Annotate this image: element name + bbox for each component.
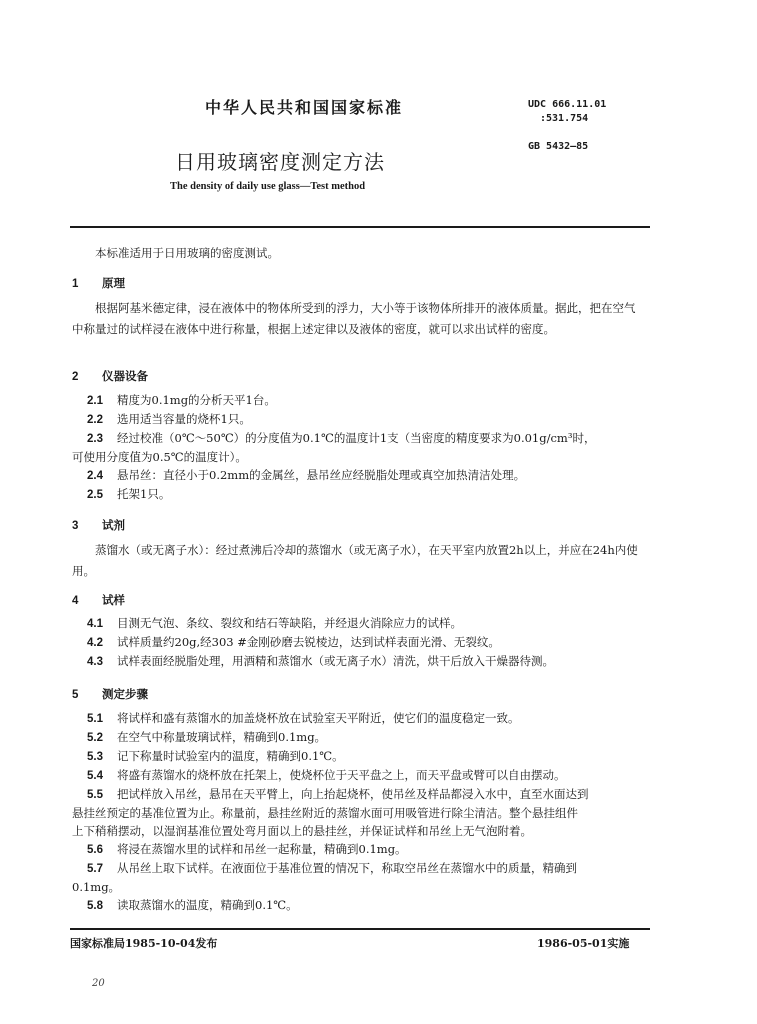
item-text: 从吊丝上取下试样。在液面位于基准位置的情况下，称取空吊丝在蒸馏水中的质量，精确到 — [117, 861, 577, 875]
section-title: 测定步骤 — [102, 687, 148, 701]
item-number: 5.1 — [87, 713, 103, 725]
item-number: 5.5 — [87, 789, 103, 801]
item-number: 2.3 — [87, 433, 103, 445]
item-number: 4.2 — [87, 637, 103, 649]
item-number: 4.3 — [87, 656, 103, 668]
list-item-continuation — [72, 448, 595, 466]
item-text: 上下稍稍摆动，以湿润基准位置处弯月面以上的悬挂丝，并保证试样和吊丝上无气泡附着。 — [72, 824, 532, 838]
item-text: 将试样和盛有蒸馏水的加盖烧杯放在试验室天平附近，使它们的温度稳定一致。 — [117, 711, 520, 725]
issuing-organization: 中华人民共和国国家标准 — [205, 98, 404, 117]
scope-statement: 本标准适用于日用玻璃的密度测试。 — [95, 246, 279, 260]
section-heading-1 — [72, 275, 125, 291]
item-number: 5.4 — [87, 770, 103, 782]
list-item-continuation — [72, 878, 589, 896]
header-divider — [70, 226, 650, 228]
section-number: 4 — [72, 595, 79, 607]
list-item-continuation — [72, 822, 589, 840]
item-text: 经过校准（0℃～50℃）的分度值为0.1℃的温度计1支（当密度的精度要求为0.01g/cm³时， — [117, 431, 596, 445]
item-number: 2.4 — [87, 470, 103, 482]
section-number: 1 — [72, 278, 79, 290]
item-text: 精度为0.1mg的分析天平1台。 — [117, 393, 276, 407]
section-title: 原理 — [102, 276, 125, 290]
section-heading-4 — [72, 592, 125, 608]
section-1-text: 根据阿基米德定律，浸在液体中的物体所受到的浮力，大小等于该物体所排开的液体质量。据此，把在空气中称量过的试样浸在液体中进行称量，根据上述定律以及液体的密度，就可以求出试样的密度。 — [72, 301, 636, 336]
item-text: 选用适当容量的烧杯1只。 — [117, 412, 251, 426]
item-text: 目测无气泡、条纹、裂纹和结石等缺陷，并经退火消除应力的试样。 — [117, 616, 462, 630]
section-number: 5 — [72, 689, 79, 701]
list-item — [72, 652, 554, 671]
section-title: 试剂 — [102, 518, 125, 532]
item-number: 2.1 — [87, 395, 103, 407]
section-heading-3 — [72, 517, 125, 533]
udc-code-line2: :531.754 — [540, 113, 589, 124]
publication-date: 国家标准局1985-10-04发布 — [70, 937, 218, 950]
list-item — [72, 466, 595, 485]
item-text: 0.1mg。 — [72, 880, 121, 894]
section-number: 2 — [72, 371, 79, 383]
list-item — [72, 709, 589, 728]
section-2-items — [72, 391, 595, 504]
item-text: 试样表面经脱脂处理，用酒精和蒸馏水（或无离子水）清洗，烘干后放入干燥器待测。 — [117, 654, 554, 668]
udc-code-line1: UDC 666.11.01 — [528, 99, 607, 110]
item-text: 悬吊丝：直径小于0.2mm的金属丝，悬吊丝应经脱脂处理或真空加热清洁处理。 — [117, 468, 526, 482]
list-item — [72, 410, 595, 429]
list-item — [72, 728, 589, 747]
section-title: 试样 — [102, 593, 125, 607]
list-item — [72, 785, 589, 804]
item-text: 可使用分度值为0.5℃的温度计）。 — [72, 450, 247, 464]
item-number: 4.1 — [87, 618, 103, 630]
list-item — [72, 429, 595, 448]
implementation-date: 1986-05-01实施 — [537, 937, 630, 950]
standard-number: GB 5432—85 — [528, 141, 589, 152]
item-text: 记下称量时试验室内的温度，精确到0.1℃。 — [117, 749, 344, 763]
item-number: 2.2 — [87, 414, 103, 426]
item-number: 2.5 — [87, 489, 103, 501]
list-item — [72, 485, 595, 504]
list-item — [72, 747, 589, 766]
list-item-continuation — [72, 804, 589, 822]
list-item — [72, 896, 589, 915]
section-3-text: 蒸馏水（或无离子水）：经过煮沸后冷却的蒸馏水（或无离子水），在天平室内放置2h以上，并应在24h内使用。 — [72, 543, 638, 578]
item-text: 悬挂丝预定的基准位置为止。称量前，悬挂丝附近的蒸馏水面可用吸管进行除尘清洁。整个悬挂组件 — [72, 806, 578, 820]
list-item — [72, 766, 589, 785]
list-item — [72, 633, 554, 652]
section-number: 3 — [72, 520, 79, 532]
item-text: 在空气中称量玻璃试样，精确到0.1mg。 — [117, 730, 327, 744]
list-item — [72, 840, 589, 859]
page-number: 20 — [92, 978, 105, 989]
item-text: 读取蒸馏水的温度，精确到0.1℃。 — [117, 898, 298, 912]
document-subtitle-en: The density of daily use glass—Test method — [170, 181, 366, 192]
item-text: 将盛有蒸馏水的烧杯放在托架上，使烧杯位于天平盘之上，而天平盘或臂可以自由摆动。 — [117, 768, 566, 782]
list-item — [72, 859, 589, 878]
section-heading-5 — [72, 686, 148, 702]
section-4-items — [72, 614, 554, 671]
item-number: 5.7 — [87, 863, 103, 875]
item-text: 把试样放入吊丝，悬吊在天平臂上，向上抬起烧杯，使吊丝及样品都浸入水中，直至水面达到 — [117, 787, 589, 801]
footer-divider — [70, 928, 650, 930]
item-number: 5.3 — [87, 751, 103, 763]
item-text: 试样质量约20g,经303 #金刚砂磨去锐棱边，达到试样表面光滑、无裂纹。 — [117, 635, 500, 649]
item-number: 5.6 — [87, 844, 103, 856]
item-text: 托架1只。 — [117, 487, 171, 501]
list-item — [72, 391, 595, 410]
list-item — [72, 614, 554, 633]
section-title: 仪器设备 — [102, 369, 148, 383]
item-text: 将浸在蒸馏水里的试样和吊丝一起称量，精确到0.1mg。 — [117, 842, 407, 856]
section-5-items — [72, 709, 589, 915]
item-number: 5.8 — [87, 900, 103, 912]
document-title: 日用玻璃密度测定方法 — [175, 150, 385, 174]
section-heading-2 — [72, 368, 148, 384]
item-number: 5.2 — [87, 732, 103, 744]
